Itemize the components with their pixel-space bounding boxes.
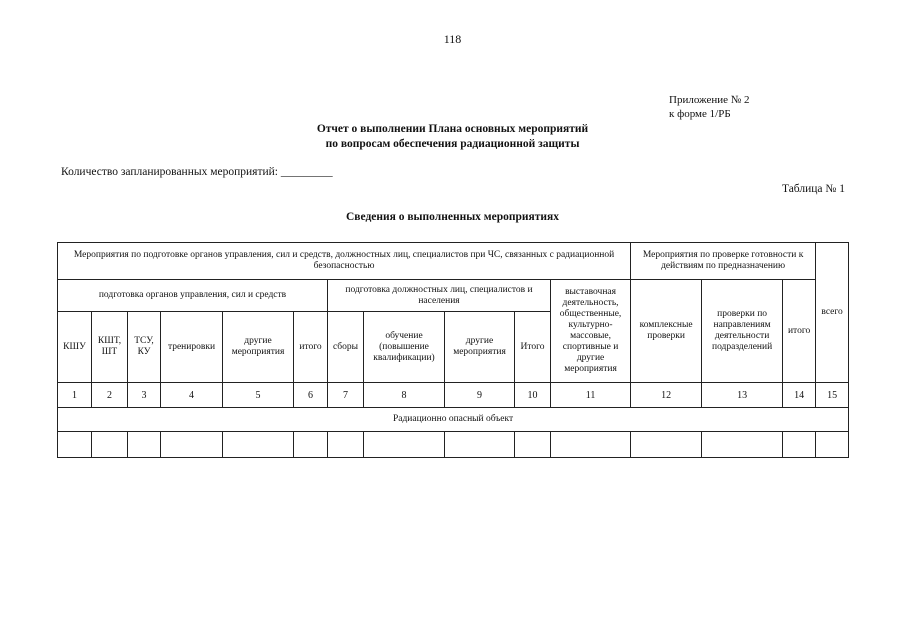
report-table bbox=[57, 242, 849, 458]
header-sbory: сборы bbox=[328, 312, 364, 383]
appendix-line-2: к форме 1/РБ bbox=[669, 108, 731, 120]
column-number: 2 bbox=[92, 383, 128, 408]
header-exhibition: выставочная деятельность, общественные, культурно-массовые, спортивные и другие мероприятия bbox=[551, 280, 631, 383]
column-number: 3 bbox=[128, 383, 161, 408]
data-cell[interactable] bbox=[128, 432, 161, 458]
column-number: 9 bbox=[445, 383, 515, 408]
header-ksht-sht: КШТ, ШТ bbox=[92, 312, 128, 383]
header-readiness-checks: Мероприятия по проверке готовности к действиям по предназначению bbox=[631, 243, 816, 280]
column-number: 10 bbox=[515, 383, 551, 408]
header-training-activities: Мероприятия по подготовке органов управления, сил и средств, должностных лиц, специалистов при ЧС, связанных с радиационной безопасностью bbox=[58, 243, 631, 280]
header-trainings: тренировки bbox=[161, 312, 223, 383]
appendix-line-1: Приложение № 2 bbox=[669, 94, 750, 106]
column-number: 13 bbox=[702, 383, 783, 408]
column-number: 1 bbox=[58, 383, 92, 408]
data-cell[interactable] bbox=[515, 432, 551, 458]
table-number: Таблица № 1 bbox=[781, 183, 845, 195]
column-number: 15 bbox=[816, 383, 849, 408]
data-cell[interactable] bbox=[328, 432, 364, 458]
header-total: всего bbox=[816, 243, 849, 383]
appendix-reference bbox=[669, 93, 750, 121]
column-number: 6 bbox=[294, 383, 328, 408]
header-complex-checks: комплексные проверки bbox=[631, 280, 702, 383]
header-subtotal-2: Итого bbox=[515, 312, 551, 383]
header-kshu: КШУ bbox=[58, 312, 92, 383]
section-row bbox=[58, 408, 849, 432]
header-checks-total: итого bbox=[783, 280, 816, 383]
report-title-line-1: Отчет о выполнении Плана основных мероприятий bbox=[316, 123, 589, 135]
header-row-1 bbox=[58, 243, 849, 280]
data-cell[interactable] bbox=[223, 432, 294, 458]
data-cell[interactable] bbox=[551, 432, 631, 458]
header-direction-checks: проверки по направлениям деятельности подразделений bbox=[702, 280, 783, 383]
data-cell[interactable] bbox=[783, 432, 816, 458]
data-cell[interactable] bbox=[702, 432, 783, 458]
report-title bbox=[0, 122, 905, 152]
header-education: обучение (повышение квалификации) bbox=[364, 312, 445, 383]
column-number: 4 bbox=[161, 383, 223, 408]
header-other-activities-2: другие мероприятия bbox=[445, 312, 515, 383]
data-cell[interactable] bbox=[631, 432, 702, 458]
header-row-2 bbox=[58, 280, 849, 312]
data-cell[interactable] bbox=[161, 432, 223, 458]
column-numbers-row bbox=[58, 383, 849, 408]
column-number: 11 bbox=[551, 383, 631, 408]
data-row-empty bbox=[58, 432, 849, 458]
header-other-activities-1: другие мероприятия bbox=[223, 312, 294, 383]
data-cell[interactable] bbox=[294, 432, 328, 458]
column-number: 5 bbox=[223, 383, 294, 408]
header-tsu-ku: ТСУ, КУ bbox=[128, 312, 161, 383]
column-number: 14 bbox=[783, 383, 816, 408]
table-title: Сведения о выполненных мероприятиях bbox=[345, 211, 559, 223]
data-cell[interactable] bbox=[816, 432, 849, 458]
column-number: 12 bbox=[631, 383, 702, 408]
column-number: 7 bbox=[328, 383, 364, 408]
header-bodies-training: подготовка органов управления, сил и средств bbox=[58, 280, 328, 312]
data-cell[interactable] bbox=[364, 432, 445, 458]
report-title-line-2: по вопросам обеспечения радиационной защиты bbox=[325, 138, 580, 150]
planned-count-label: Количество запланированных мероприятий: _________ bbox=[61, 166, 333, 178]
section-radiation-hazardous-object: Радиационно опасный объект bbox=[58, 408, 849, 432]
data-cell[interactable] bbox=[92, 432, 128, 458]
header-subtotal-1: итого bbox=[294, 312, 328, 383]
data-cell[interactable] bbox=[58, 432, 92, 458]
header-officials-training: подготовка должностных лиц, специалистов и населения bbox=[328, 280, 551, 312]
column-number: 8 bbox=[364, 383, 445, 408]
data-cell[interactable] bbox=[445, 432, 515, 458]
page-number: 118 bbox=[443, 32, 462, 46]
